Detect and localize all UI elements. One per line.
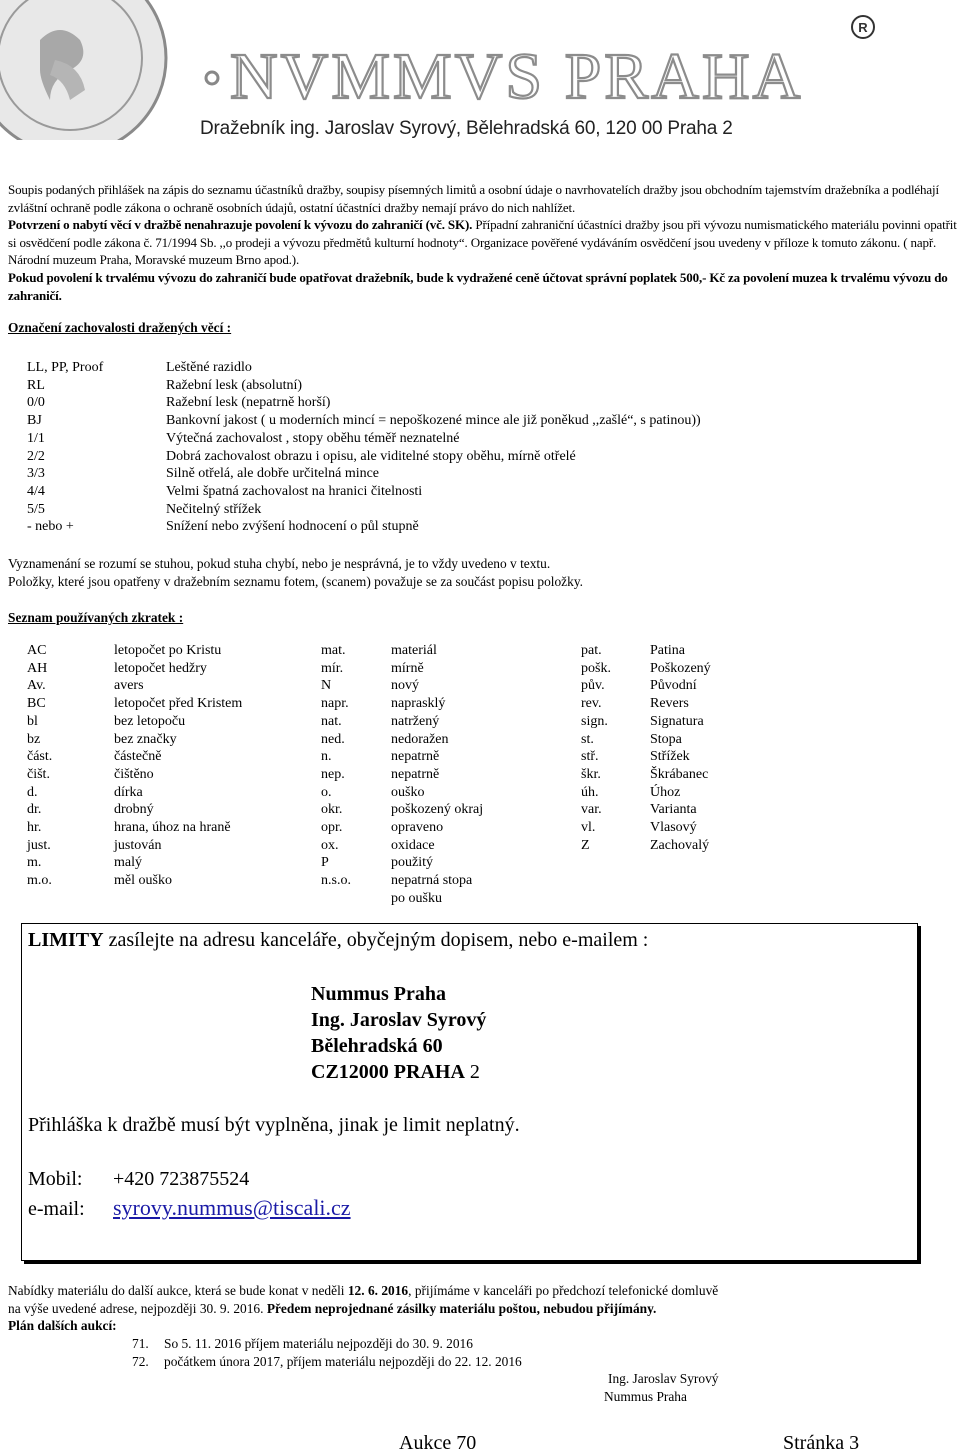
abbr-meaning: Zachovalý <box>650 837 710 853</box>
grade-description: Silně otřelá, ale dobře určitelná mince <box>166 466 380 482</box>
email-label: e-mail: <box>28 1198 85 1220</box>
abbr-meaning: malý <box>114 855 142 871</box>
abbr-key: bl <box>27 713 38 729</box>
abbr-key: just. <box>27 837 51 853</box>
abbr-key: bz <box>27 731 41 747</box>
abbr-meaning: justován <box>114 837 162 853</box>
abbr-key: dr. <box>27 802 42 818</box>
abbr-meaning: Škrábanec <box>650 766 709 782</box>
abbr-meaning: letopočet po Kristu <box>114 643 222 658</box>
signature-name: Ing. Jaroslav Syrový <box>608 1371 719 1386</box>
email-link[interactable]: syrovy.nummus@tiscali.cz <box>113 1195 351 1220</box>
email-row <box>28 1195 351 1221</box>
grade-description: Nečitelný střížek <box>166 501 262 517</box>
abbr-key: mír. <box>321 660 344 676</box>
grade-description: Dobrá zachovalost obrazu i opisu, ale viditelné stopy oběhu, mírně otřelé <box>166 448 576 464</box>
abbr-key: m. <box>27 855 42 871</box>
abbr-meaning: ouško <box>391 784 425 800</box>
abbr-meaning: bez značky <box>114 731 177 747</box>
abbr-key: okr. <box>321 802 343 818</box>
grade-code: - nebo + <box>27 519 74 535</box>
grade-description: Bankovní jakost ( u moderních mincí = nepoškozené mince ale již poněkud ,,zašlé“, s patinou)) <box>166 413 701 429</box>
intro-paragraph <box>8 181 958 304</box>
abbr-key: pošk. <box>581 660 611 676</box>
abbr-key: N <box>321 678 332 694</box>
closing-warning: Předem neprojednané zásilky materiálu poštou, nebudou přijímány. <box>266 1300 657 1316</box>
abbr-key: AC <box>27 643 47 658</box>
abbr-meaning: materiál <box>391 643 437 658</box>
abbr-key: nat. <box>321 713 342 729</box>
abbr-key: o. <box>321 784 332 800</box>
grades-title: Označení zachovalosti dražených věcí : <box>8 320 232 335</box>
abbr-meaning: Patina <box>650 643 685 658</box>
abbr-meaning: částečně <box>114 749 162 765</box>
abbr-key: mat. <box>321 643 346 658</box>
mobile-label: Mobil: <box>28 1168 83 1190</box>
abbr-key: hr. <box>27 820 42 835</box>
signature-company: Nummus Praha <box>604 1389 687 1404</box>
office-name: Nummus Praha <box>311 983 447 1005</box>
abbr-meaning: poškozený okraj <box>391 802 484 818</box>
office-address <box>311 981 486 1085</box>
abbr-meaning: drobný <box>114 802 154 818</box>
grade-code: 4/4 <box>27 483 45 499</box>
registered-icon <box>850 14 876 40</box>
grade-code: 1/1 <box>27 430 45 446</box>
abbr-meaning: Poškozený <box>650 660 711 676</box>
abbr-meaning: bez letopoču <box>114 713 186 729</box>
abbr-meaning: naprasklý <box>391 696 446 712</box>
plan-item: So 5. 11. 2016 příjem materiálu nejpozději do 30. 9. 2016 <box>164 1336 473 1351</box>
abbr-meaning: Signatura <box>650 713 704 729</box>
abbr-meaning: nepatrně <box>391 749 440 765</box>
office-district: 2 <box>464 1061 480 1083</box>
abbr-key: napr. <box>321 696 349 712</box>
office-street: Bělehradská 60 <box>311 1035 443 1057</box>
plan-title: Plán dalších aukcí: <box>8 1318 117 1333</box>
abbr-key: ox. <box>321 837 339 853</box>
abbr-meaning: Stopa <box>650 731 682 747</box>
abbr-meaning-continued: po oušku <box>391 890 442 906</box>
abbr-key: Z <box>581 837 590 853</box>
mobile-number: +420 723875524 <box>113 1168 250 1190</box>
abbr-key: stř. <box>581 749 599 765</box>
grade-description: Ražební lesk (absolutní) <box>166 377 303 393</box>
abbr-key: AH <box>27 660 48 676</box>
abbr-meaning: avers <box>114 678 144 694</box>
abbr-key: část. <box>27 749 53 765</box>
abbr-meaning: letopočet před Kristem <box>114 696 243 712</box>
brand-text: NVMMVS PRAHA <box>230 40 804 110</box>
limits-instructions: zasílejte na adresu kanceláře, obyčejným dopisem, nebo e-mailem : <box>103 929 649 951</box>
abbr-key: st. <box>581 731 594 747</box>
grade-code: BJ <box>27 413 42 429</box>
grade-code: 2/2 <box>27 448 45 464</box>
abbr-meaning: Vlasový <box>650 820 697 835</box>
abbr-meaning: opraveno <box>391 820 444 835</box>
abbr-key: pat. <box>581 643 602 658</box>
mobile-row <box>28 1168 249 1191</box>
abbr-meaning: použitý <box>391 855 433 871</box>
abbr-key: nep. <box>321 766 345 782</box>
abbr-key: čišt. <box>27 766 50 782</box>
page-number: Stránka 3 <box>783 1432 860 1454</box>
grade-code: RL <box>27 377 45 393</box>
abbr-meaning: Původní <box>650 678 697 694</box>
abbr-key: vl. <box>581 820 596 835</box>
export-warning: Potvrzení o nabytí věcí v dražbě nenahrazuje povolení k vývozu do zahraničí (vč. SK). <box>8 217 473 233</box>
abbr-meaning: hrana, úhoz na hraně <box>114 820 231 835</box>
abbr-meaning: Střížek <box>650 749 690 765</box>
abbr-meaning: natržený <box>391 713 440 729</box>
abbr-key: n. <box>321 749 332 765</box>
abbr-key: m.o. <box>27 873 52 889</box>
limits-validity-note: Přihláška k dražbě musí být vyplněna, jinak je limit neplatný. <box>28 1114 520 1136</box>
abbr-key: úh. <box>581 784 599 800</box>
export-fee: Pokud povolení k trvalému vývozu do zahraničí bude opatřovat dražebník, bude k vydražené ceně účtovat správní poplatek 500,- Kč za povolení muzea k trvalému vývozu do zahraničí. <box>8 269 948 303</box>
grade-code: 5/5 <box>27 501 45 517</box>
abbr-key: pův. <box>581 678 605 694</box>
abbr-meaning: oxidace <box>391 837 435 853</box>
abbr-meaning: letopočet hedžry <box>114 660 207 676</box>
abbr-meaning: nedoražen <box>391 731 449 747</box>
grades-notes <box>8 555 958 591</box>
grade-code: 3/3 <box>27 466 45 482</box>
abbr-meaning: Úhoz <box>650 784 681 800</box>
office-owner: Ing. Jaroslav Syrový <box>311 1009 487 1031</box>
export-details: Případní zahraniční účastníci dražby jsou při vývozu numismatického materiálu povinni opatřit si osvědčení podle zákona č. 71/1994 Sb. ,,o prodeji a vývozu předmětů kulturní hodnoty“. Organizace pověřené vydáváním osvědčení jsou uvedeny v příloze k tomuto zákonu. ( např. Národní muzeum Praha, Moravské muzeum Brno apod.). <box>8 217 957 268</box>
next-auction-date: 12. 6. 2016 <box>347 1283 409 1298</box>
grade-description: Leštěné razidlo <box>166 360 252 375</box>
abbr-meaning: čištěno <box>114 766 154 782</box>
plan-number: 72. <box>132 1354 149 1369</box>
limits-title: LIMITY <box>28 929 104 951</box>
abbr-key: škr. <box>581 766 601 782</box>
office-zip-city: CZ12000 PRAHA <box>311 1061 465 1083</box>
auction-number: Aukce 70 <box>399 1432 477 1454</box>
abbr-title: Seznam používaných zkratek : <box>8 610 184 625</box>
closing-line1a: Nabídky materiálu do další aukce, která se bude konat v neděli <box>8 1283 348 1298</box>
abbr-meaning: měl ouško <box>114 873 172 889</box>
svg-text:R: R <box>858 20 868 35</box>
closing-text <box>8 1282 958 1335</box>
abbr-key: rev. <box>581 696 602 712</box>
abbr-key: P <box>321 855 329 871</box>
abbr-meaning: nový <box>391 678 419 694</box>
abbr-key: n.s.o. <box>321 873 351 889</box>
plan-number: 71. <box>132 1336 149 1351</box>
limits-box <box>21 923 918 1261</box>
closing-line2a: na výše uvedené adrese, nejpozději 30. 9. 2016. <box>8 1300 267 1316</box>
grade-description: Snížení nebo zvýšení hodnocení o půl stupně <box>166 519 419 535</box>
abbr-meaning: mírně <box>391 660 424 676</box>
closing-line1c: , přijímáme v kanceláři po předchozí telefonické domluvě <box>408 1283 719 1298</box>
brand-logo <box>200 40 840 110</box>
signature <box>604 1370 719 1406</box>
abbr-key: sign. <box>581 713 608 729</box>
office-city <box>311 1059 486 1085</box>
intro-text: Soupis podaných přihlášek na zápis do seznamu účastníků dražby, soupisy písemných limitů a osobní údaje o navrhovatelích dražby jsou obchodním tajemstvím dražebníka a podléhají zvláštní ochraně podle zákona o ochraně osobních údajů, ostatní účastníci dražby nemají právo do nich nahlížet. <box>8 182 939 215</box>
abbr-key: var. <box>581 802 602 818</box>
abbr-meaning: nepatrně <box>391 766 440 782</box>
abbr-key: BC <box>27 696 46 712</box>
abbr-key: ned. <box>321 731 345 747</box>
grade-code: 0/0 <box>27 395 45 411</box>
limits-heading <box>28 929 648 952</box>
plan-item: počátkem února 2017, příjem materiálu nejpozději do 22. 12. 2016 <box>164 1354 522 1369</box>
grade-description: Ražební lesk (nepatrně horší) <box>166 395 331 411</box>
abbr-meaning: Revers <box>650 696 689 712</box>
grade-code: LL, PP, Proof <box>27 360 104 375</box>
seal-logo <box>0 0 172 140</box>
abbr-meaning: nepatrná stopa <box>391 873 473 889</box>
grade-description: Velmi špatná zachovalost na hranici čitelnosti <box>166 483 423 499</box>
abbr-meaning: dírka <box>114 784 143 800</box>
abbr-meaning: Varianta <box>650 802 697 818</box>
abbr-key: Av. <box>27 678 46 694</box>
grade-description: Výtečná zachovalost , stopy oběhu téměř neznatelné <box>166 430 460 446</box>
abbr-key: opr. <box>321 820 343 835</box>
grades-note-2: Položky, které jsou opatřeny v dražebním seznamu fotem, (scanem) považuje se za součást popisu položky. <box>8 574 583 589</box>
abbr-key: d. <box>27 784 38 800</box>
dealer-address: Dražebník ing. Jaroslav Syrový, Bělehradská 60, 120 00 Praha 2 <box>200 118 733 139</box>
grades-note-1: Vyznamenání se rozumí se stuhou, pokud stuha chybí, nebo je nesprávná, je to vždy uvedeno v textu. <box>8 556 551 571</box>
